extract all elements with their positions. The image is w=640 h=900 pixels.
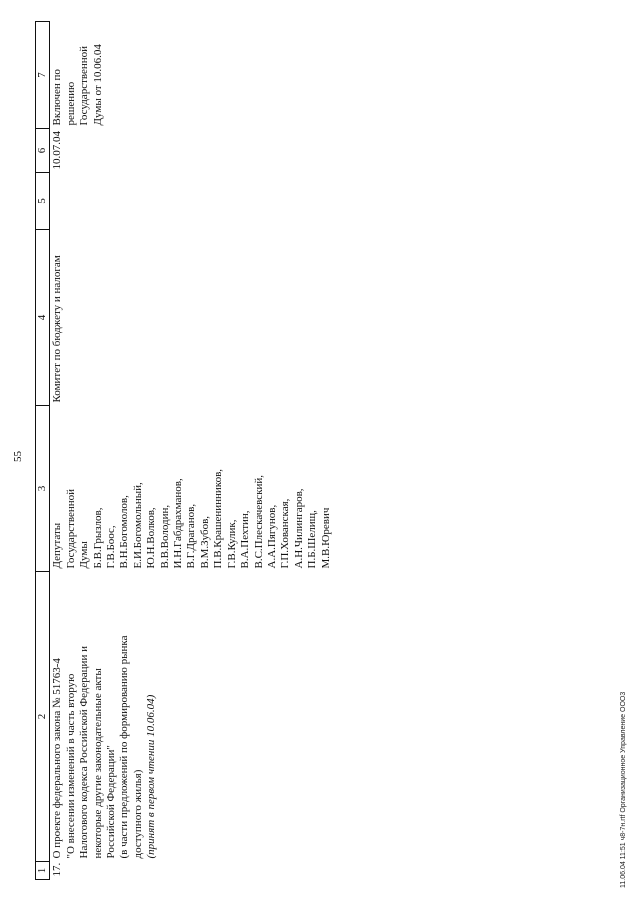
- bills-table: [35, 21, 333, 880]
- author-line: Г.В.Боос,: [105, 525, 118, 569]
- bill-title-line: некоторые другие законодательные акты: [91, 668, 104, 859]
- column-header-row: [36, 22, 50, 880]
- column-header: 7: [36, 22, 50, 129]
- column-header: 2: [36, 572, 50, 862]
- table-row: [50, 22, 333, 880]
- author-line: П.В.Крашенинников,: [212, 468, 225, 569]
- author-line: П.Б.Шелищ,: [306, 510, 319, 569]
- author-line: Думы: [78, 541, 91, 569]
- author-line: Депутаты: [51, 522, 64, 569]
- column-header: 4: [36, 230, 50, 406]
- author-line: В.Г.Драганов,: [185, 503, 198, 569]
- author-line: М.В.Юревич: [319, 507, 332, 569]
- committee-cell: [50, 230, 333, 406]
- author-line: Г.П.Хованская,: [279, 498, 292, 569]
- author-line: В.Н.Богомолов,: [118, 495, 131, 569]
- author-line: В.С.Плескачевский,: [252, 474, 265, 569]
- page-number: 55: [12, 451, 24, 462]
- reading-status-note: (принят в первом чтении 10.06.04): [145, 694, 158, 859]
- column-header: 5: [36, 173, 50, 230]
- author-line: А.Н.Чилингаров,: [292, 488, 305, 569]
- author-line: Г.В.Кулик,: [225, 519, 238, 569]
- committee-text: Комитет по бюджету и налогам: [51, 255, 64, 403]
- author-line: Ю.Н.Волков,: [145, 507, 158, 569]
- author-line: В.М.Зубов,: [198, 515, 211, 569]
- bill-title-cell: [50, 572, 333, 862]
- author-line: В.А.Пехтин,: [239, 510, 252, 569]
- bill-title-line: "О внесении изменений в часть вторую: [64, 673, 77, 859]
- author-line: Б.В.Грызлов,: [91, 507, 104, 569]
- column-header: 6: [36, 129, 50, 173]
- bill-title-line: Российской Федерации": [105, 745, 118, 859]
- bill-title-line: (в части предложений по формированию рынка: [118, 635, 131, 859]
- file-footer: 11.06.04 11:51 ч8-7н.rtf Организационное Управление ООО3: [620, 691, 627, 888]
- column-header: 1: [36, 862, 50, 880]
- column-header: 3: [36, 406, 50, 572]
- author-line: А.А.Пягунов,: [265, 504, 278, 569]
- author-line: Е.И.Богомольный,: [131, 482, 144, 569]
- author-line: В.В.Володин,: [158, 504, 171, 569]
- bill-title-line: Налогового кодекса Российской Федерации и: [78, 646, 91, 859]
- column-5-cell: [50, 173, 333, 230]
- author-line: И.Н.Габдрахманов,: [172, 478, 185, 569]
- inclusion-note: Включен по решению Государственной Думы от 10.06.04: [51, 44, 104, 126]
- authors-cell: [50, 406, 333, 572]
- note-cell: [50, 22, 333, 129]
- date-cell: 10.07.04: [51, 131, 64, 170]
- bill-title-line: доступного жилья): [131, 769, 144, 859]
- bill-title-line: О проекте федерального закона № 51763-4: [51, 658, 64, 859]
- row-number: 17.: [51, 862, 64, 877]
- author-line: Государственной: [64, 488, 77, 569]
